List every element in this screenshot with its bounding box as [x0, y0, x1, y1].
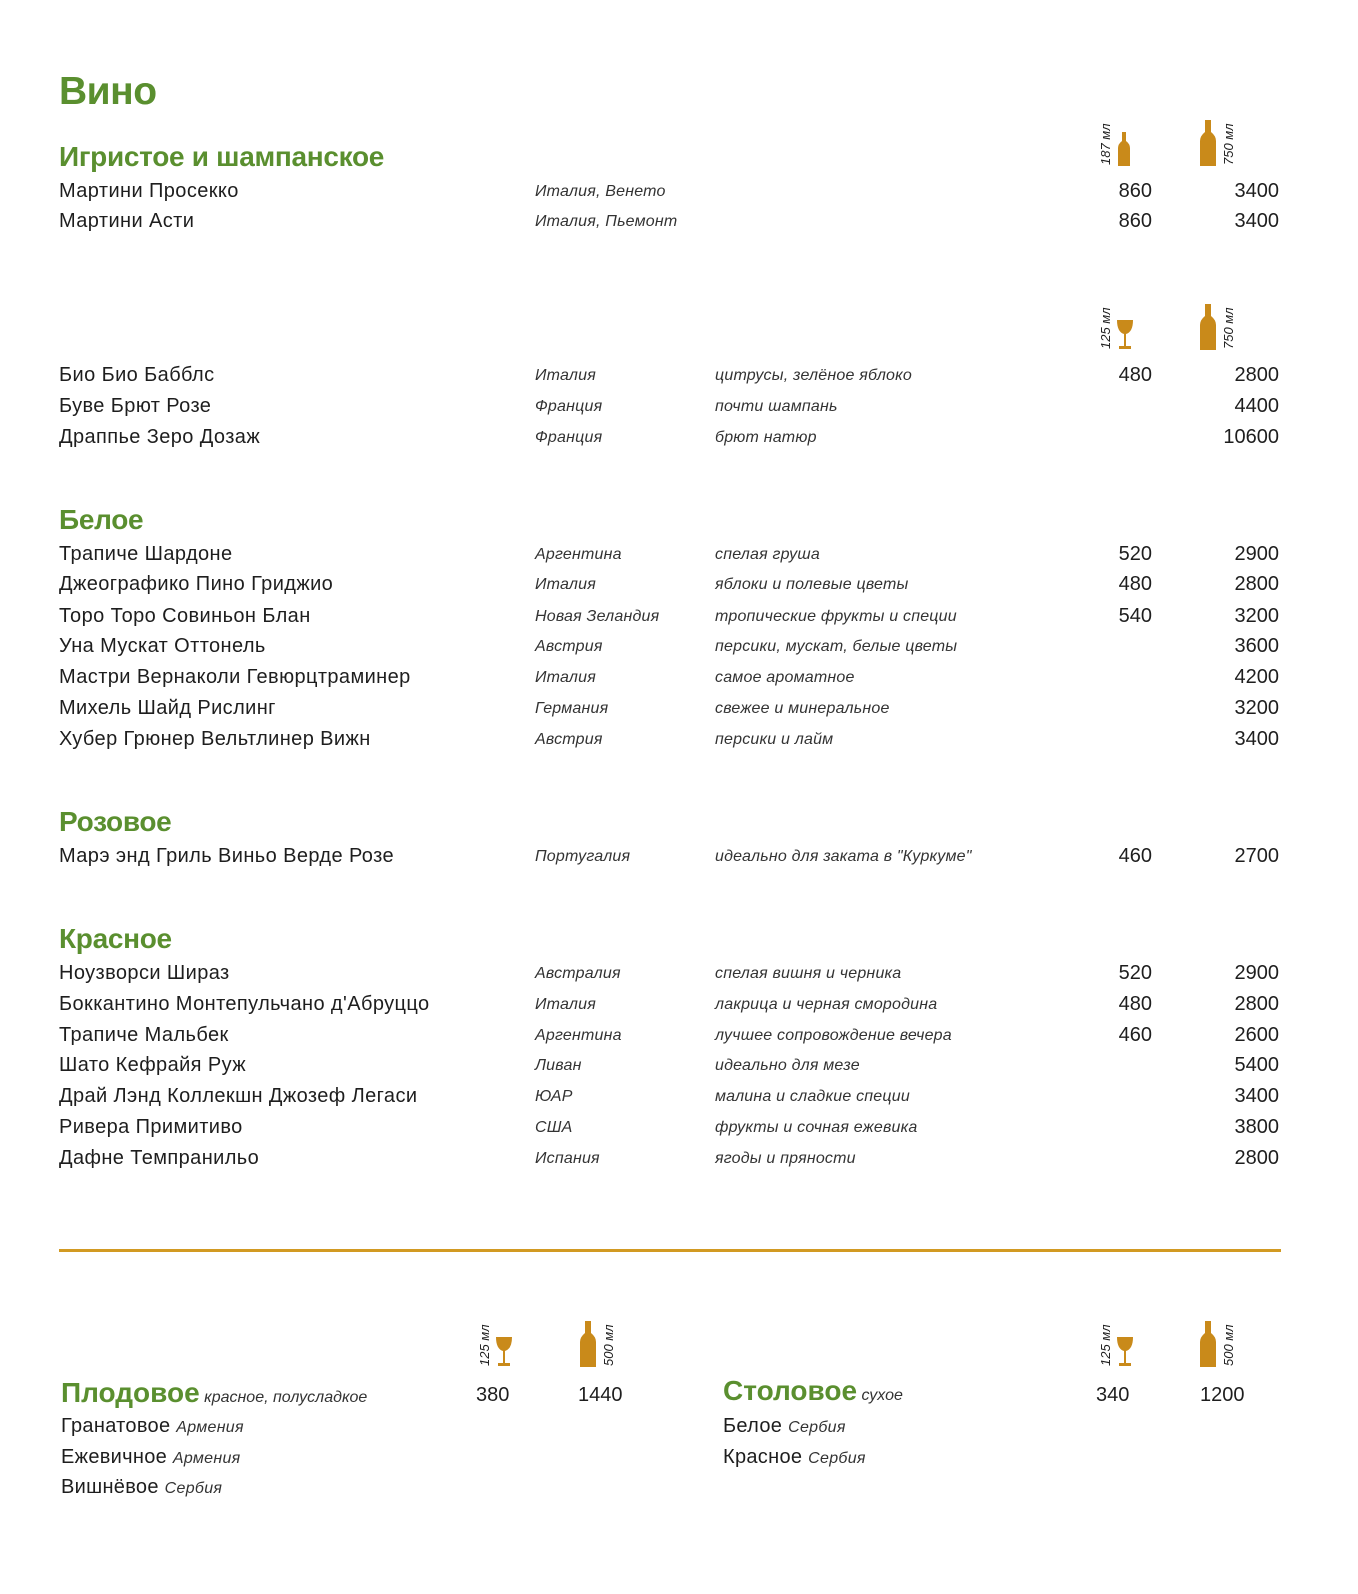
wine-note: персики, мускат, белые цветы — [715, 638, 958, 655]
page-title: Вино — [59, 70, 157, 113]
wine-note: яблоки и полевые цветы — [715, 576, 909, 593]
wine-name: Ривера Примитиво — [59, 1116, 243, 1138]
menu-row — [59, 728, 1279, 760]
menu-row — [59, 1116, 1279, 1148]
bottle-icon — [580, 1321, 596, 1367]
wine-note: цитрусы, зелёное яблоко — [715, 367, 912, 384]
wine-name: Торо Торо Совиньон Блан — [59, 605, 311, 627]
price-glass: 480 — [1118, 993, 1152, 1015]
wine-country: Австрия — [535, 731, 603, 748]
wine-name: Мастри Вернаколи Гевюрцтраминер — [59, 666, 411, 688]
wine-name: Дафне Темпранильо — [59, 1147, 260, 1169]
price-bottle: 2600 — [1234, 1024, 1279, 1046]
wine-name: Михель Шайд Рислинг — [59, 697, 276, 719]
wine-country: Аргентина — [535, 546, 622, 563]
menu-row — [59, 605, 1279, 637]
item-name: Белое — [723, 1415, 783, 1437]
item-origin: Армения — [176, 1419, 244, 1436]
wine-note: тропические фрукты и специи — [715, 608, 957, 625]
table-subtitle: сухое — [861, 1387, 903, 1404]
price-bottle: 3800 — [1234, 1116, 1279, 1138]
menu-row — [59, 1147, 1279, 1179]
volume-label-125: 125 мл — [477, 1324, 492, 1366]
price-bottle: 2800 — [1234, 364, 1279, 386]
wine-country: Италия — [535, 367, 596, 384]
wine-country: Германия — [535, 700, 609, 717]
price-bottle: 2800 — [1234, 993, 1279, 1015]
wine-note: ягоды и пряности — [715, 1150, 856, 1167]
wine-country: США — [535, 1119, 573, 1136]
item-name: Красное — [723, 1446, 803, 1468]
volume-label-187: 187 мл — [1098, 123, 1113, 165]
wine-country: Португалия — [535, 848, 631, 865]
section-heading-red: Красное — [59, 923, 172, 954]
price-bottle: 3200 — [1234, 605, 1279, 627]
wine-name: Буве Брют Розе — [59, 395, 212, 417]
wine-note: свежее и минеральное — [715, 700, 890, 717]
price-bottle: 3400 — [1234, 210, 1279, 232]
fruit-heading-line — [61, 1377, 367, 1409]
wine-name: Уна Мускат Оттонель — [59, 635, 266, 657]
item-origin: Армения — [172, 1450, 241, 1467]
menu-row — [59, 573, 1279, 605]
menu-row — [59, 180, 1279, 212]
wine-name: Трапиче Шардоне — [59, 543, 233, 565]
section-heading-sparkling: Игристое и шампанское — [59, 141, 385, 172]
wine-country: Ливан — [535, 1057, 582, 1074]
price-glass: 540 — [1118, 605, 1152, 627]
price-bottle: 2900 — [1234, 962, 1279, 984]
list-item — [723, 1446, 866, 1469]
menu-row — [59, 635, 1279, 667]
price-glass: 520 — [1118, 543, 1152, 565]
item-origin: Сербия — [164, 1480, 223, 1497]
section-heading-rose: Розовое — [59, 806, 172, 837]
wine-country: Австралия — [535, 965, 621, 982]
wine-glass-icon — [1116, 1337, 1134, 1367]
bottle-icon — [1200, 1321, 1216, 1367]
price-bottle: 2700 — [1234, 845, 1279, 867]
price-bottle: 3400 — [1234, 180, 1279, 202]
table-price-glass: 340 — [1096, 1384, 1130, 1406]
wine-country: Италия — [535, 996, 596, 1013]
price-bottle: 10600 — [1223, 426, 1279, 448]
wine-name: Драппье Зеро Дозаж — [59, 426, 261, 448]
wine-name: Марэ энд Гриль Виньо Верде Розе — [59, 845, 394, 867]
price-glass: 860 — [1118, 210, 1152, 232]
price-glass: 480 — [1118, 364, 1152, 386]
wine-name: Био Био Бабблс — [59, 364, 215, 386]
table-price-bottle: 1200 — [1200, 1384, 1245, 1406]
wine-glass-icon — [495, 1337, 513, 1367]
wine-country: Франция — [535, 429, 603, 446]
wine-country: Аргентина — [535, 1027, 622, 1044]
wine-note: фрукты и сочная ежевика — [715, 1119, 918, 1136]
wine-note: идеально для заката в "Куркуме" — [715, 848, 972, 865]
price-glass: 460 — [1118, 845, 1152, 867]
wine-name: Джеографико Пино Гриджио — [59, 573, 334, 595]
menu-row — [59, 210, 1279, 242]
price-glass: 460 — [1118, 1024, 1152, 1046]
wine-note: малина и сладкие специи — [715, 1088, 910, 1105]
volume-label-500: 500 мл — [1221, 1324, 1236, 1366]
wine-country: ЮАР — [535, 1088, 573, 1105]
wine-country: Италия — [535, 669, 596, 686]
bottle-icon — [1200, 304, 1216, 350]
wine-note: идеально для мезе — [715, 1057, 860, 1074]
price-bottle: 2800 — [1234, 573, 1279, 595]
item-name: Гранатовое — [61, 1415, 171, 1437]
price-glass: 520 — [1118, 962, 1152, 984]
price-glass: 480 — [1118, 573, 1152, 595]
volume-label-750: 750 мл — [1221, 307, 1236, 349]
wine-name: Боккантино Монтепульчано д'Абруццо — [59, 993, 430, 1015]
volume-label-750: 750 мл — [1221, 123, 1236, 165]
price-glass: 860 — [1118, 180, 1152, 202]
wine-note: персики и лайм — [715, 731, 834, 748]
wine-note: лучшее сопровождение вечера — [715, 1027, 952, 1044]
wine-note: спелая груша — [715, 546, 820, 563]
price-bottle: 4400 — [1234, 395, 1279, 417]
section-heading-table: Столовое — [723, 1375, 858, 1406]
wine-name: Мартини Просекко — [59, 180, 239, 202]
bottle-icon — [1200, 120, 1216, 166]
menu-row — [59, 845, 1279, 877]
wine-country: Испания — [535, 1150, 600, 1167]
wine-note: лакрица и черная смородина — [715, 996, 938, 1013]
menu-row — [59, 426, 1279, 458]
wine-name: Ноузворси Шираз — [59, 962, 230, 984]
small-bottle-icon — [1117, 132, 1131, 166]
price-bottle: 2800 — [1234, 1147, 1279, 1169]
menu-row — [59, 1024, 1279, 1056]
price-bottle: 2900 — [1234, 543, 1279, 565]
price-bottle: 3600 — [1234, 635, 1279, 657]
volume-label-125: 125 мл — [1098, 307, 1113, 349]
menu-row — [59, 1054, 1279, 1086]
section-divider — [59, 1249, 1281, 1252]
wine-note: самое ароматное — [715, 669, 855, 686]
wine-name: Трапиче Мальбек — [59, 1024, 229, 1046]
menu-row — [59, 364, 1279, 396]
list-item — [61, 1476, 222, 1499]
menu-row — [59, 395, 1279, 427]
volume-label-500: 500 мл — [601, 1324, 616, 1366]
item-name: Вишнёвое — [61, 1476, 159, 1498]
wine-country: Италия, Пьемонт — [535, 213, 678, 230]
wine-note: спелая вишня и черника — [715, 965, 902, 982]
menu-row — [59, 543, 1279, 575]
price-bottle: 3200 — [1234, 697, 1279, 719]
table-heading-line — [723, 1375, 903, 1407]
wine-country: Новая Зеландия — [535, 608, 660, 625]
wine-glass-icon — [1116, 320, 1134, 350]
menu-row — [59, 962, 1279, 994]
wine-country: Италия, Венето — [535, 183, 666, 200]
item-origin: Сербия — [788, 1419, 846, 1436]
list-item — [61, 1446, 241, 1469]
item-name: Ежевичное — [61, 1446, 168, 1468]
wine-country: Италия — [535, 576, 596, 593]
fruit-price-glass: 380 — [476, 1384, 510, 1406]
fruit-price-bottle: 1440 — [578, 1384, 623, 1406]
menu-row — [59, 1085, 1279, 1117]
list-item — [61, 1415, 244, 1438]
section-heading-white: Белое — [59, 504, 144, 535]
volume-label-125: 125 мл — [1098, 1324, 1113, 1366]
menu-row — [59, 666, 1279, 698]
wine-name: Хубер Грюнер Вельтлинер Вижн — [59, 728, 371, 750]
price-bottle: 3400 — [1234, 728, 1279, 750]
item-origin: Сербия — [808, 1450, 866, 1467]
price-bottle: 3400 — [1234, 1085, 1279, 1107]
fruit-subtitle: красное, полусладкое — [204, 1389, 368, 1406]
wine-note: почти шампань — [715, 398, 838, 415]
wine-note: брют натюр — [715, 429, 817, 446]
price-bottle: 4200 — [1234, 666, 1279, 688]
wine-country: Австрия — [535, 638, 603, 655]
list-item — [723, 1415, 846, 1438]
wine-name: Мартини Асти — [59, 210, 195, 232]
menu-row — [59, 697, 1279, 729]
section-heading-fruit: Плодовое — [61, 1377, 200, 1408]
wine-name: Драй Лэнд Коллекшн Джозеф Легаси — [59, 1085, 418, 1107]
wine-country: Франция — [535, 398, 603, 415]
wine-name: Шато Кефрайя Руж — [59, 1054, 247, 1076]
price-bottle: 5400 — [1234, 1054, 1279, 1076]
menu-row — [59, 993, 1279, 1025]
